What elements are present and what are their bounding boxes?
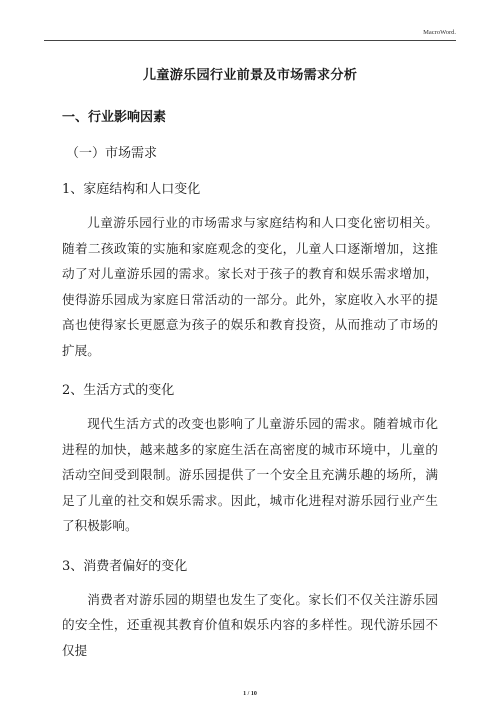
item-heading-lifestyle: 2、生活方式的变化: [62, 383, 175, 398]
section-heading: 一、行业影响因素: [62, 110, 167, 125]
paragraph-consumer-preference: 消费者对游乐园的期望也发生了变化。家长们不仅关注游乐园的安全性，还重视其教育价值和娱乐内容的多样性。现代游乐园不仅提: [62, 591, 438, 658]
subsection-heading: （一）市场需求: [66, 146, 158, 161]
item-heading-family-structure: 1、家庭结构和人口变化: [62, 182, 201, 197]
paragraph-lifestyle: 现代生活方式的改变也影响了儿童游乐园的需求。随着城市化进程的加快，越来越多的家庭生活在高密度的城市环境中，儿童的活动空间受到限制。游乐园提供了一个安全且充满乐趣的场所，满足了儿童的社交和娱乐需求。因此，城市化进程对游乐园行业产生了积极影响。: [62, 416, 438, 533]
header-divider: [44, 40, 456, 41]
document-body: [62, 58, 438, 663]
paragraph-family-structure: 儿童游乐园行业的市场需求与家庭结构和人口变化密切相关。随着二孩政策的实施和家庭观念的变化，儿童人口逐渐增加，这推动了对儿童游乐园的需求。家长对于孩子的教育和娱乐需求增加，使得游乐园成为家庭日常活动的一部分。此外，家庭收入水平的提高也使得家长更愿意为孩子的娱乐和教育投资，从而推动了市场的扩展。: [62, 215, 438, 358]
page-number: 1 / 10: [243, 691, 257, 697]
document-title: 儿童游乐园行业前景及市场需求分析: [142, 68, 358, 83]
header-brand: MacroWord.: [423, 29, 456, 36]
item-heading-consumer-preference: 3、消费者偏好的变化: [62, 558, 188, 574]
